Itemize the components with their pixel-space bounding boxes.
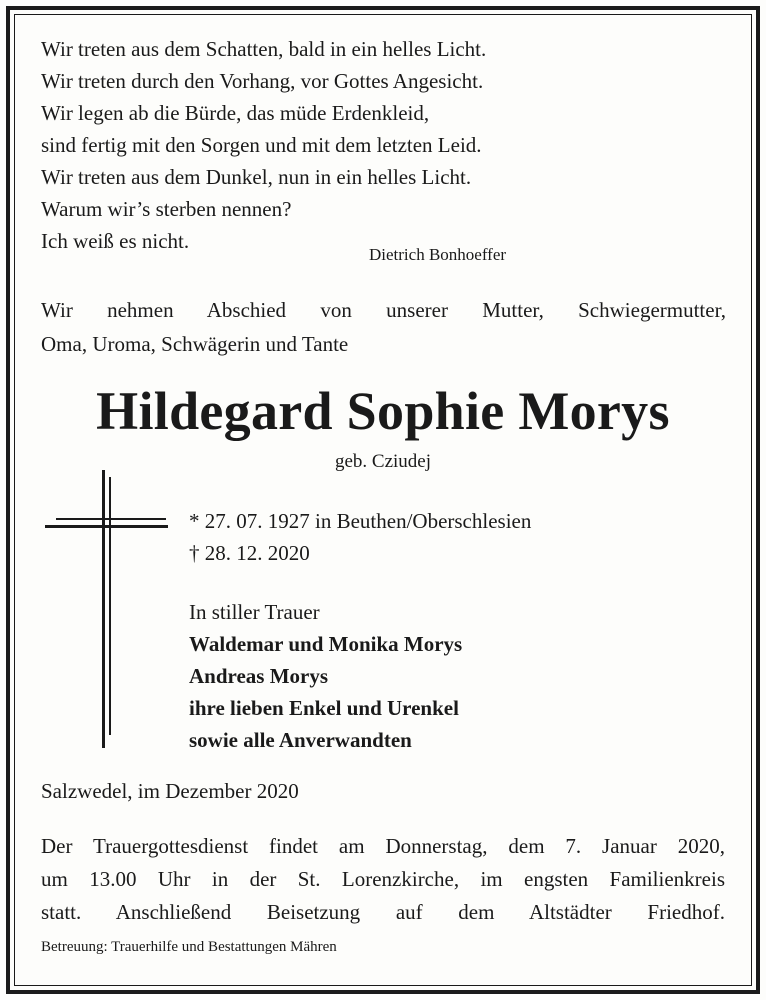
mourners bbox=[189, 596, 462, 756]
service-line: Der Trauergottesdienst findet am Donnerstag, dem 7. Januar 2020, bbox=[41, 834, 725, 858]
funeral-home-credit: Betreuung: Trauerhilfe und Bestattungen Mähren bbox=[41, 939, 337, 955]
poem-line: Warum wir’s sterben nennen? bbox=[41, 197, 292, 221]
farewell-intro-line: Wir nehmen Abschied von unserer Mutter, Schwiegermutter, bbox=[41, 298, 726, 322]
farewell-intro bbox=[41, 293, 726, 361]
poem-line: Wir legen ab die Bürde, das müde Erdenkleid, bbox=[41, 101, 430, 125]
service-line: um 13.00 Uhr in der St. Lorenzkirche, im engsten Familienkreis bbox=[41, 867, 725, 891]
mourner-name: sowie alle Anverwandten bbox=[189, 728, 412, 752]
poem-line: Wir treten aus dem Schatten, bald in ein helles Licht. bbox=[41, 37, 487, 61]
mourner-name: Waldemar und Monika Morys bbox=[189, 632, 463, 656]
death-date: † 28. 12. 2020 bbox=[189, 541, 310, 565]
mourning-heading: In stiller Trauer bbox=[189, 600, 320, 624]
maiden-name: geb. Cziudej bbox=[334, 451, 432, 472]
poem-line: sind fertig mit den Sorgen und mit dem letzten Leid. bbox=[41, 133, 482, 157]
poem-line: Wir treten aus dem Dunkel, nun in ein helles Licht. bbox=[41, 165, 472, 189]
poem-author: Dietrich Bonhoeffer bbox=[369, 245, 507, 264]
farewell-intro-line: Oma, Uroma, Schwägerin und Tante bbox=[41, 332, 349, 356]
service-line: statt. Anschließend Beisetzung auf dem Altstädter Friedhof. bbox=[41, 900, 725, 924]
birth-date: * 27. 07. 1927 in Beuthen/Oberschlesien bbox=[189, 509, 532, 533]
place-and-date: Salzwedel, im Dezember 2020 bbox=[41, 779, 299, 803]
mourner-name: Andreas Morys bbox=[189, 664, 329, 688]
poem-line: Ich weiß es nicht. bbox=[41, 229, 190, 253]
mourner-name: ihre lieben Enkel und Urenkel bbox=[189, 696, 459, 720]
funeral-service-info bbox=[41, 830, 725, 929]
poem bbox=[41, 33, 486, 257]
life-dates bbox=[189, 505, 531, 569]
deceased-name: Hildegard Sophie Morys bbox=[96, 381, 670, 441]
poem-line: Wir treten durch den Vorhang, vor Gottes Angesicht. bbox=[41, 69, 484, 93]
